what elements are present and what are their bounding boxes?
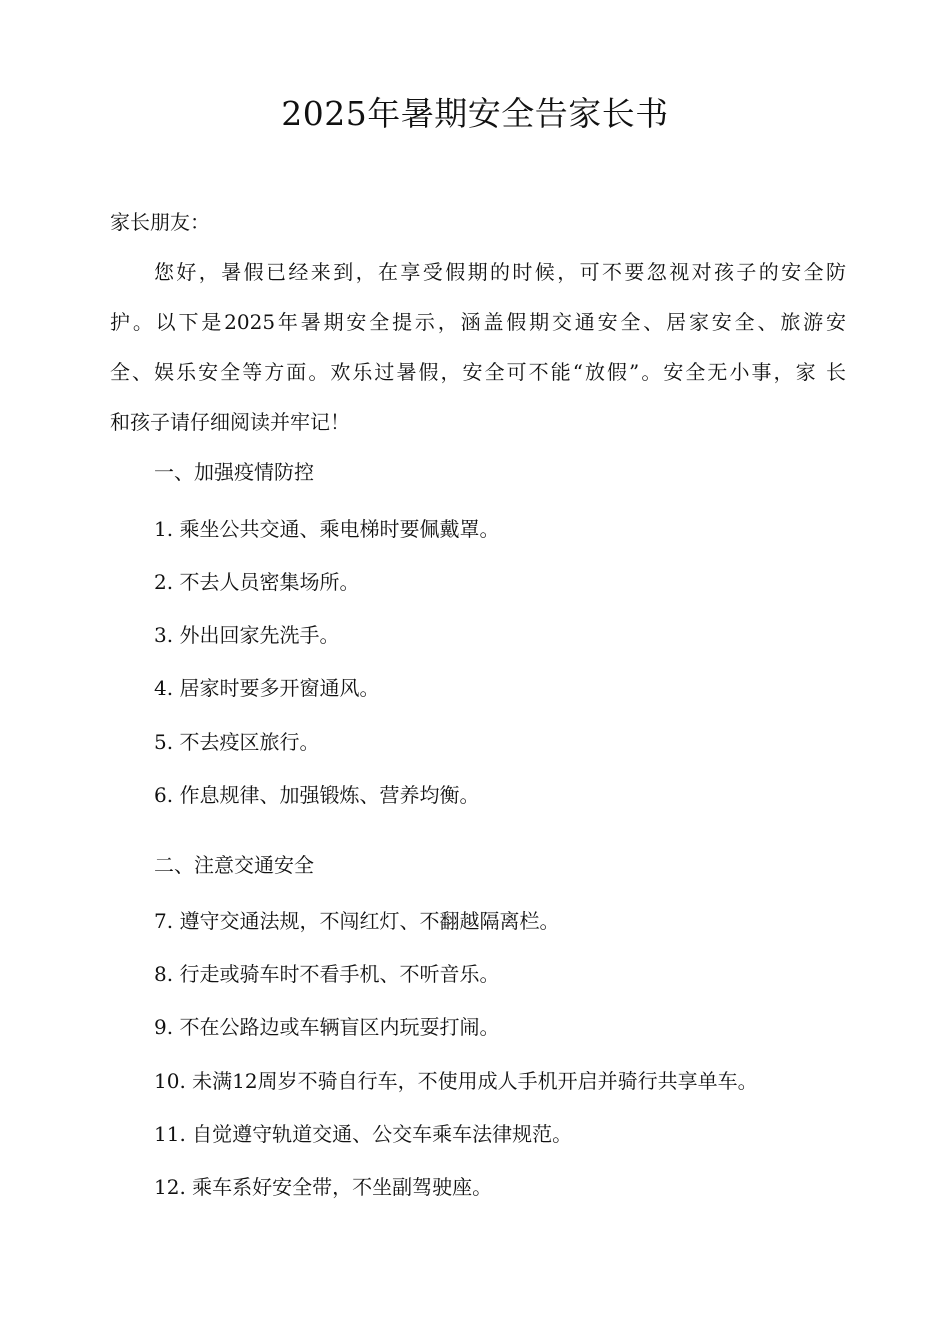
list-item: 5. 不去疫区旅行。 xyxy=(154,730,320,754)
list-item: 4. 居家时要多开窗通风。 xyxy=(154,676,380,700)
document-title: 2025年暑期安全告家长书 xyxy=(281,94,669,133)
list-item: 2. 不去人员密集场所。 xyxy=(154,570,360,594)
intro-line-4: 和孩子请仔细阅读并牢记！ xyxy=(110,410,350,434)
list-item: 8. 行走或骑车时不看手机、不听音乐。 xyxy=(154,962,500,986)
section-heading-traffic: 二、注意交通安全 xyxy=(154,853,314,877)
greeting: 家长朋友： xyxy=(110,210,210,234)
list-item: 10. 未满12周岁不骑自行车，不使用成人手机开启并骑行共享单车。 xyxy=(154,1069,758,1093)
list-item: 3. 外出回家先洗手。 xyxy=(154,623,340,647)
intro-line-2: 护。以下是2025年暑期安全提示，涵盖假期交通安全、居家安全、旅游安 xyxy=(110,310,846,334)
intro-line-1: 您好，暑假已经来到，在享受假期的时候，可不要忽视对孩子的安全防 xyxy=(154,260,846,284)
section-heading-epidemic: 一、加强疫情防控 xyxy=(154,460,314,484)
intro-line-3: 全、娱乐安全等方面。欢乐过暑假，安全可不能“放假”。安全无小事，家 长 xyxy=(110,360,846,384)
list-item: 12. 乘车系好安全带，不坐副驾驶座。 xyxy=(154,1175,493,1199)
list-item: 9. 不在公路边或车辆盲区内玩耍打闹。 xyxy=(154,1015,500,1039)
list-item: 1. 乘坐公共交通、乘电梯时要佩戴罩。 xyxy=(154,517,500,541)
list-item: 6. 作息规律、加强锻炼、营养均衡。 xyxy=(154,783,480,807)
list-item: 7. 遵守交通法规，不闯红灯、不翻越隔离栏。 xyxy=(154,909,560,933)
list-item: 11. 自觉遵守轨道交通、公交车乘车法律规范。 xyxy=(154,1122,573,1146)
